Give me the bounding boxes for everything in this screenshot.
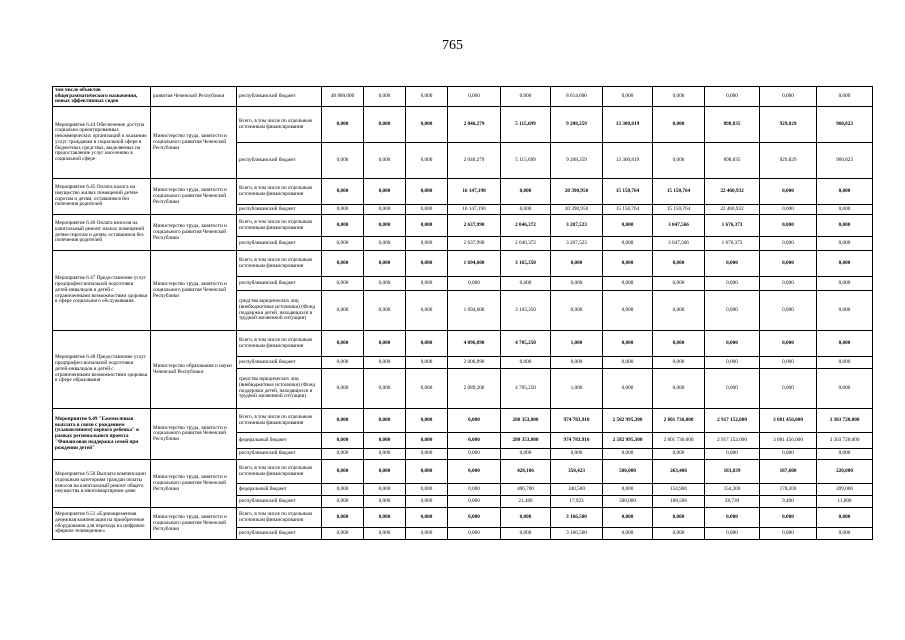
value-cell: 0,000	[603, 277, 653, 291]
value-cell: 0,000	[448, 87, 501, 107]
value-cell: 0,000	[406, 215, 448, 237]
value-cell: 0,000	[448, 484, 501, 496]
value-cell: 9 208,259	[551, 143, 603, 179]
value-cell: 0,000	[705, 369, 760, 409]
value-cell: 3 166,500	[551, 508, 603, 528]
value-cell: 2 917 152,000	[705, 433, 760, 449]
value-cell: 0,000	[448, 433, 501, 449]
value-cell: 1,000	[551, 331, 603, 357]
value-cell: 0,000	[322, 508, 364, 528]
value-cell: 0,000	[817, 331, 873, 357]
value-cell: 0,000	[603, 449, 653, 460]
value-cell: 0,000	[817, 357, 873, 369]
value-cell: 0,000	[817, 369, 873, 409]
value-cell: 0,000	[705, 291, 760, 331]
table-row	[53, 460, 873, 484]
value-cell: 0,000	[406, 237, 448, 251]
value-cell: 0,000	[406, 291, 448, 331]
value-cell: 0,000	[653, 331, 705, 357]
value-cell: 898,835	[705, 107, 760, 143]
value-cell: 0,000	[653, 357, 705, 369]
value-cell: 0,000	[760, 331, 817, 357]
value-cell: 0,000	[322, 484, 364, 496]
table-row	[53, 215, 873, 237]
source-cell: республиканский бюджет	[237, 357, 322, 369]
value-cell: 358,423	[551, 460, 603, 484]
value-cell: 0,000	[603, 237, 653, 251]
value-cell: 0,000	[406, 357, 448, 369]
value-cell: 0,000	[322, 369, 364, 409]
source-cell: республиканский бюджет	[237, 496, 322, 508]
measure-cell: Мероприятие 6.48 Предоставление услуг предпрофессиональной подготовки детей-инвалидов и детей с ограниченными возможностями здоровья в сфере образования	[53, 331, 151, 409]
value-cell: 0,000	[817, 87, 873, 107]
value-cell: 0,000	[406, 179, 448, 205]
value-cell: 974 783,910	[551, 409, 603, 433]
value-cell: 3 081 456,000	[760, 433, 817, 449]
source-cell: Всего, в том числе по отдельным источникам финансирования	[237, 179, 322, 205]
executor-cell: Министерство труда, занятости и социального развития Чеченской Республики	[151, 460, 237, 508]
value-cell: 280 353,800	[501, 409, 551, 433]
source-cell: средства юридических лиц (внебюджетные источники) (Фонд поддержки детей, находящихся в трудной жизненной ситуации)	[237, 369, 322, 409]
value-cell: 0,000	[760, 528, 817, 540]
value-cell: 3 166,500	[551, 528, 603, 540]
measure-cell: Мероприятие 6.47 Предоставление услуг предпрофессиональной подготовки детей-инвалидов и детей с ограниченными возможностями здоровья в сфере социального обслуживания	[53, 251, 151, 331]
source-cell: республиканский бюджет	[237, 277, 322, 291]
value-cell: 2 582 995,300	[603, 409, 653, 433]
value-cell: 0,000	[817, 205, 873, 215]
value-cell: 15 150,764	[653, 179, 705, 205]
value-cell: 0,000	[653, 369, 705, 409]
value-cell: 154,300	[705, 484, 760, 496]
measure-cell: Мероприятие 6.44 Обеспечение доступа социально ориентированных некоммерческих организаций к оказанию услуг гражданам в социальной сфере в бюджетных средствах, выделяемых на предоставление услуг населению в социальной сфере	[53, 107, 151, 179]
value-cell: 0,000	[705, 87, 760, 107]
source-cell: Всего, в том числе по отдельным источникам финансирования	[237, 107, 322, 143]
value-cell: 960,823	[817, 107, 873, 143]
value-cell: 0,000	[322, 251, 364, 277]
value-cell: 0,000	[322, 528, 364, 540]
value-cell: 0,000	[817, 508, 873, 528]
value-cell: 0,000	[364, 215, 406, 237]
value-cell: 0,000	[406, 277, 448, 291]
value-cell: 9,400	[760, 496, 817, 508]
value-cell: 0,000	[448, 277, 501, 291]
value-cell: 108,506	[653, 496, 705, 508]
value-cell: 0,000	[760, 87, 817, 107]
value-cell: 3 047,566	[653, 215, 705, 237]
value-cell: 0,000	[551, 449, 603, 460]
value-cell: 4 096,090	[448, 331, 501, 357]
value-cell: 0,000	[448, 409, 501, 433]
measure-cell: Мероприятие 6.45 Оплата налога на имущество жилых помещений детям-сиротам и детям, оставшимся без попечения родителей	[53, 179, 151, 215]
source-cell: республиканский бюджет	[237, 87, 322, 107]
value-cell: 21,406	[501, 496, 551, 508]
value-cell: 209,000	[817, 484, 873, 496]
source-cell: федеральный бюджет	[237, 433, 322, 449]
value-cell: 263,406	[653, 460, 705, 484]
value-cell: 0,000	[448, 528, 501, 540]
source-cell: средства юридических лиц (внебюджетные источники) (Фонд поддержки детей, находящихся в трудной жизненной ситуации)	[237, 291, 322, 331]
value-cell: 0,000	[364, 528, 406, 540]
value-cell: 0,000	[603, 215, 653, 237]
value-cell: 960,823	[817, 143, 873, 179]
value-cell: 0,000	[653, 251, 705, 277]
value-cell: 0,000	[364, 484, 406, 496]
value-cell: 16 147,190	[448, 205, 501, 215]
value-cell: 0,000	[705, 528, 760, 540]
value-cell: 3 165,350	[501, 291, 551, 331]
value-cell: 0,000	[817, 528, 873, 540]
value-cell: 0,000	[364, 107, 406, 143]
value-cell: 2 637,990	[448, 215, 501, 237]
value-cell: 0,000	[817, 179, 873, 205]
value-cell: 0,000	[603, 369, 653, 409]
source-cell: республиканский бюджет	[237, 143, 322, 179]
value-cell: 0,000	[406, 409, 448, 433]
value-cell: 0,000	[551, 251, 603, 277]
value-cell: 0,000	[448, 449, 501, 460]
value-cell: 898,835	[705, 143, 760, 179]
measure-cell: Мероприятие 6.50 Выплата компенсации отдельным категориям граждан оплаты взносов на капитальный ремонт общего имущества в многоквартирном доме	[53, 460, 151, 508]
value-cell: 0,000	[501, 508, 551, 528]
value-cell: 20 390,950	[551, 179, 603, 205]
value-cell: 0,000	[322, 237, 364, 251]
page-number: 765	[442, 38, 463, 53]
value-cell: 0,000	[322, 143, 364, 179]
value-cell: 0,000	[364, 449, 406, 460]
value-cell: 0,000	[817, 215, 873, 237]
measure-cell: Мероприятие 6.49 "Ежемесячная выплата в связи с рождением (усыновлением) первого ребенка" в рамках регионального проекта "Финансовая поддержка семей при рождении детей"	[53, 409, 151, 460]
value-cell: 5 115,699	[501, 107, 551, 143]
value-cell: 0,000	[322, 277, 364, 291]
value-cell: 1 694,600	[448, 251, 501, 277]
value-cell: 0,000	[817, 277, 873, 291]
value-cell: 0,000	[364, 331, 406, 357]
value-cell: 0,000	[406, 143, 448, 179]
table-row	[53, 179, 873, 205]
value-cell: 0,000	[406, 107, 448, 143]
value-cell: 0,000	[603, 291, 653, 331]
table-row	[53, 107, 873, 143]
value-cell: 0,000	[406, 460, 448, 484]
executor-cell: Министерство труда, занятости и социального развития Чеченской Республики	[151, 179, 237, 215]
source-cell: республиканский бюджет	[237, 449, 322, 460]
value-cell: 0,000	[406, 369, 448, 409]
value-cell: 0,000	[501, 205, 551, 215]
value-cell: 1,000	[551, 369, 603, 409]
value-cell: 183,039	[705, 460, 760, 484]
value-cell: 0,000	[406, 251, 448, 277]
value-cell: 3 303 720,000	[817, 409, 873, 433]
measure-cell: Мероприятие 6.51 «Единовременная денежная компенсация на приобретение оборудования для перехода на цифровое эфирное телевидение»	[53, 508, 151, 540]
value-cell: 0,000	[322, 460, 364, 484]
table-row	[53, 251, 873, 277]
value-cell: 0,000	[322, 291, 364, 331]
value-cell: 0,000	[364, 251, 406, 277]
value-cell: 178,200	[760, 484, 817, 496]
value-cell: 15 150,764	[603, 205, 653, 215]
value-cell: 0,000	[364, 409, 406, 433]
value-cell: 0,000	[322, 357, 364, 369]
value-cell: 0,000	[653, 143, 705, 179]
value-cell: 0,000	[653, 528, 705, 540]
value-cell: 11,000	[817, 496, 873, 508]
value-cell: 2 046,279	[448, 107, 501, 143]
executor-cell: Министерство труда, занятости и социального развития Чеченской Республики	[151, 107, 237, 179]
value-cell: 0,000	[364, 87, 406, 107]
table-row	[53, 508, 873, 528]
executor-cell: развития Чеченской Республики	[151, 87, 237, 107]
value-cell: 2 046,279	[448, 143, 501, 179]
value-cell: 0,000	[760, 508, 817, 528]
value-cell: 0,000	[406, 484, 448, 496]
value-cell: 1 676,373	[705, 215, 760, 237]
value-cell: 0,000	[705, 277, 760, 291]
value-cell: 406,700	[501, 484, 551, 496]
value-cell: 2 089,200	[448, 369, 501, 409]
value-cell: 0,000	[406, 449, 448, 460]
value-cell: 0,000	[364, 357, 406, 369]
value-cell: 3 165,350	[501, 251, 551, 277]
value-cell: 20 390,950	[551, 205, 603, 215]
value-cell: 0,000	[760, 251, 817, 277]
value-cell: 0,000	[322, 215, 364, 237]
value-cell: 13 300,819	[603, 107, 653, 143]
source-cell: республиканский бюджет	[237, 205, 322, 215]
value-cell: 0,000	[760, 357, 817, 369]
value-cell: 0,000	[705, 331, 760, 357]
value-cell: 929,829	[760, 107, 817, 143]
budget-table	[52, 86, 873, 540]
value-cell: 0,000	[551, 291, 603, 331]
value-cell: 0,000	[603, 357, 653, 369]
source-cell: республиканский бюджет	[237, 237, 322, 251]
value-cell: 0,000	[501, 449, 551, 460]
value-cell: 0,000	[603, 251, 653, 277]
value-cell: 0,000	[322, 179, 364, 205]
value-cell: 0,000	[406, 433, 448, 449]
value-cell: 17,923	[551, 496, 603, 508]
value-cell: 2 046,372	[501, 215, 551, 237]
value-cell: 0,000	[705, 508, 760, 528]
value-cell: 0,000	[364, 433, 406, 449]
value-cell: 0,000	[653, 291, 705, 331]
source-cell: Всего, в том числе по отдельным источникам финансирования	[237, 409, 322, 433]
value-cell: 0,000	[448, 496, 501, 508]
value-cell: 2 801 736,000	[653, 409, 705, 433]
value-cell: 22 460,932	[705, 205, 760, 215]
value-cell: 0,000	[760, 291, 817, 331]
value-cell: 15 150,764	[603, 179, 653, 205]
value-cell: 4 705,250	[501, 331, 551, 357]
value-cell: 0,000	[760, 277, 817, 291]
value-cell: 0,000	[817, 449, 873, 460]
table-row	[53, 409, 873, 433]
value-cell: 0,000	[501, 528, 551, 540]
value-cell: 0,000	[364, 369, 406, 409]
executor-cell: Министерство труда, занятости и социального развития Чеченской Республики	[151, 251, 237, 331]
value-cell: 0,000	[653, 87, 705, 107]
value-cell: 2 046,372	[501, 237, 551, 251]
value-cell: 0,000	[406, 508, 448, 528]
value-cell: 0,000	[501, 357, 551, 369]
value-cell: 0,000	[705, 357, 760, 369]
value-cell: 0,000	[760, 237, 817, 251]
value-cell: 28,739	[705, 496, 760, 508]
value-cell: 0,000	[760, 215, 817, 237]
value-cell: 0,000	[448, 460, 501, 484]
value-cell: 0,000	[364, 508, 406, 528]
executor-cell: Министерство труда, занятости и социального развития Чеченской Республики	[151, 215, 237, 251]
value-cell: 0,000	[322, 107, 364, 143]
value-cell: 0,000	[322, 409, 364, 433]
value-cell: 220,000	[817, 460, 873, 484]
value-cell: 2 006,890	[448, 357, 501, 369]
value-cell: 929,829	[760, 143, 817, 179]
source-cell: Всего, в том числе по отдельным источникам финансирования	[237, 331, 322, 357]
value-cell: 0,000	[501, 87, 551, 107]
value-cell: 0,000	[603, 331, 653, 357]
value-cell: 974 783,910	[551, 433, 603, 449]
measure-cell: том числе объектов общеграмматического назначения, новых эффективных сидов	[53, 87, 151, 107]
value-cell: 0,000	[501, 277, 551, 291]
value-cell: 22 460,932	[705, 179, 760, 205]
value-cell: 3 207,523	[551, 237, 603, 251]
value-cell: 9 208,259	[551, 107, 603, 143]
value-cell: 2 637,990	[448, 237, 501, 251]
value-cell: 0,000	[817, 251, 873, 277]
value-cell: 8 614,600	[551, 87, 603, 107]
value-cell: 0,000	[603, 528, 653, 540]
value-cell: 0,000	[817, 237, 873, 251]
value-cell: 0,000	[364, 496, 406, 508]
measure-cell: Мероприятие 6.46 Оплата взносов на капитальный ремонт жилых помещений детям-сиротам и детям, оставшимся без попечения родителей	[53, 215, 151, 251]
value-cell: 0,000	[760, 179, 817, 205]
value-cell: 0,000	[364, 291, 406, 331]
value-cell: 0,000	[322, 331, 364, 357]
value-cell: 0,000	[603, 484, 653, 496]
source-cell: Всего, в том числе по отдельным источникам финансирования	[237, 251, 322, 277]
value-cell: 0,000	[760, 369, 817, 409]
value-cell: 3 207,523	[551, 215, 603, 237]
source-cell: Всего, в том числе по отдельным источникам финансирования	[237, 508, 322, 528]
value-cell: 2 917 152,000	[705, 409, 760, 433]
value-cell: 0,000	[364, 205, 406, 215]
value-cell: 0,000	[653, 449, 705, 460]
table-body	[53, 87, 873, 540]
value-cell: 500,000	[603, 496, 653, 508]
value-cell: 13 300,819	[603, 143, 653, 179]
value-cell: 0,000	[364, 237, 406, 251]
value-cell: 0,000	[705, 251, 760, 277]
executor-cell: Министерство образования и науки Чеченской Республики	[151, 331, 237, 409]
value-cell: 0,000	[322, 205, 364, 215]
value-cell: 0,000	[406, 87, 448, 107]
value-cell: 3 047,566	[653, 237, 705, 251]
value-cell: 500,000	[603, 460, 653, 484]
value-cell: 16 147,190	[448, 179, 501, 205]
value-cell: 0,000	[364, 460, 406, 484]
value-cell: 0,000	[603, 87, 653, 107]
value-cell: 0,000	[760, 205, 817, 215]
value-cell: 428,106	[501, 460, 551, 484]
value-cell: 0,000	[406, 528, 448, 540]
source-cell: республиканский бюджет	[237, 528, 322, 540]
value-cell: 3 303 720,000	[817, 433, 873, 449]
value-cell: 0,000	[603, 508, 653, 528]
value-cell: 4 705,250	[501, 369, 551, 409]
value-cell: 187,600	[760, 460, 817, 484]
value-cell: 154,900	[653, 484, 705, 496]
executor-cell: Министерство труда, занятости и социального развития Чеченской Республики	[151, 508, 237, 540]
value-cell: 0,000	[322, 449, 364, 460]
value-cell: 0,000	[551, 357, 603, 369]
source-cell: Всего, в том числе по отдельным источникам финансирования	[237, 460, 322, 484]
executor-cell: Министерство труда, занятости и социального развития Чеченской Республики	[151, 409, 237, 460]
value-cell: 2 582 995,300	[603, 433, 653, 449]
value-cell: 0,000	[501, 179, 551, 205]
value-cell: 0,000	[364, 143, 406, 179]
value-cell: 1 676,373	[705, 237, 760, 251]
value-cell: 0,000	[448, 508, 501, 528]
value-cell: 0,000	[653, 508, 705, 528]
value-cell: 0,000	[322, 496, 364, 508]
value-cell: 0,000	[705, 449, 760, 460]
value-cell: 0,000	[406, 331, 448, 357]
value-cell: 0,000	[653, 277, 705, 291]
value-cell: 2 801 736,000	[653, 433, 705, 449]
value-cell: 0,000	[551, 277, 603, 291]
value-cell: 48 800,000	[322, 87, 364, 107]
table-row	[53, 331, 873, 357]
source-cell: Всего, в том числе по отдельным источникам финансирования	[237, 215, 322, 237]
value-cell: 0,000	[364, 277, 406, 291]
value-cell: 15 150,764	[653, 205, 705, 215]
value-cell: 0,000	[406, 496, 448, 508]
value-cell: 280 353,800	[501, 433, 551, 449]
value-cell: 0,000	[760, 449, 817, 460]
value-cell: 3 081 456,000	[760, 409, 817, 433]
value-cell: 0,000	[653, 107, 705, 143]
table-row	[53, 87, 873, 107]
value-cell: 5 115,699	[501, 143, 551, 179]
value-cell: 0,000	[322, 433, 364, 449]
value-cell: 0,000	[364, 179, 406, 205]
value-cell: 0,000	[406, 205, 448, 215]
value-cell: 0,000	[817, 291, 873, 331]
source-cell: федеральный бюджет	[237, 484, 322, 496]
value-cell: 1 694,600	[448, 291, 501, 331]
value-cell: 340,500	[551, 484, 603, 496]
